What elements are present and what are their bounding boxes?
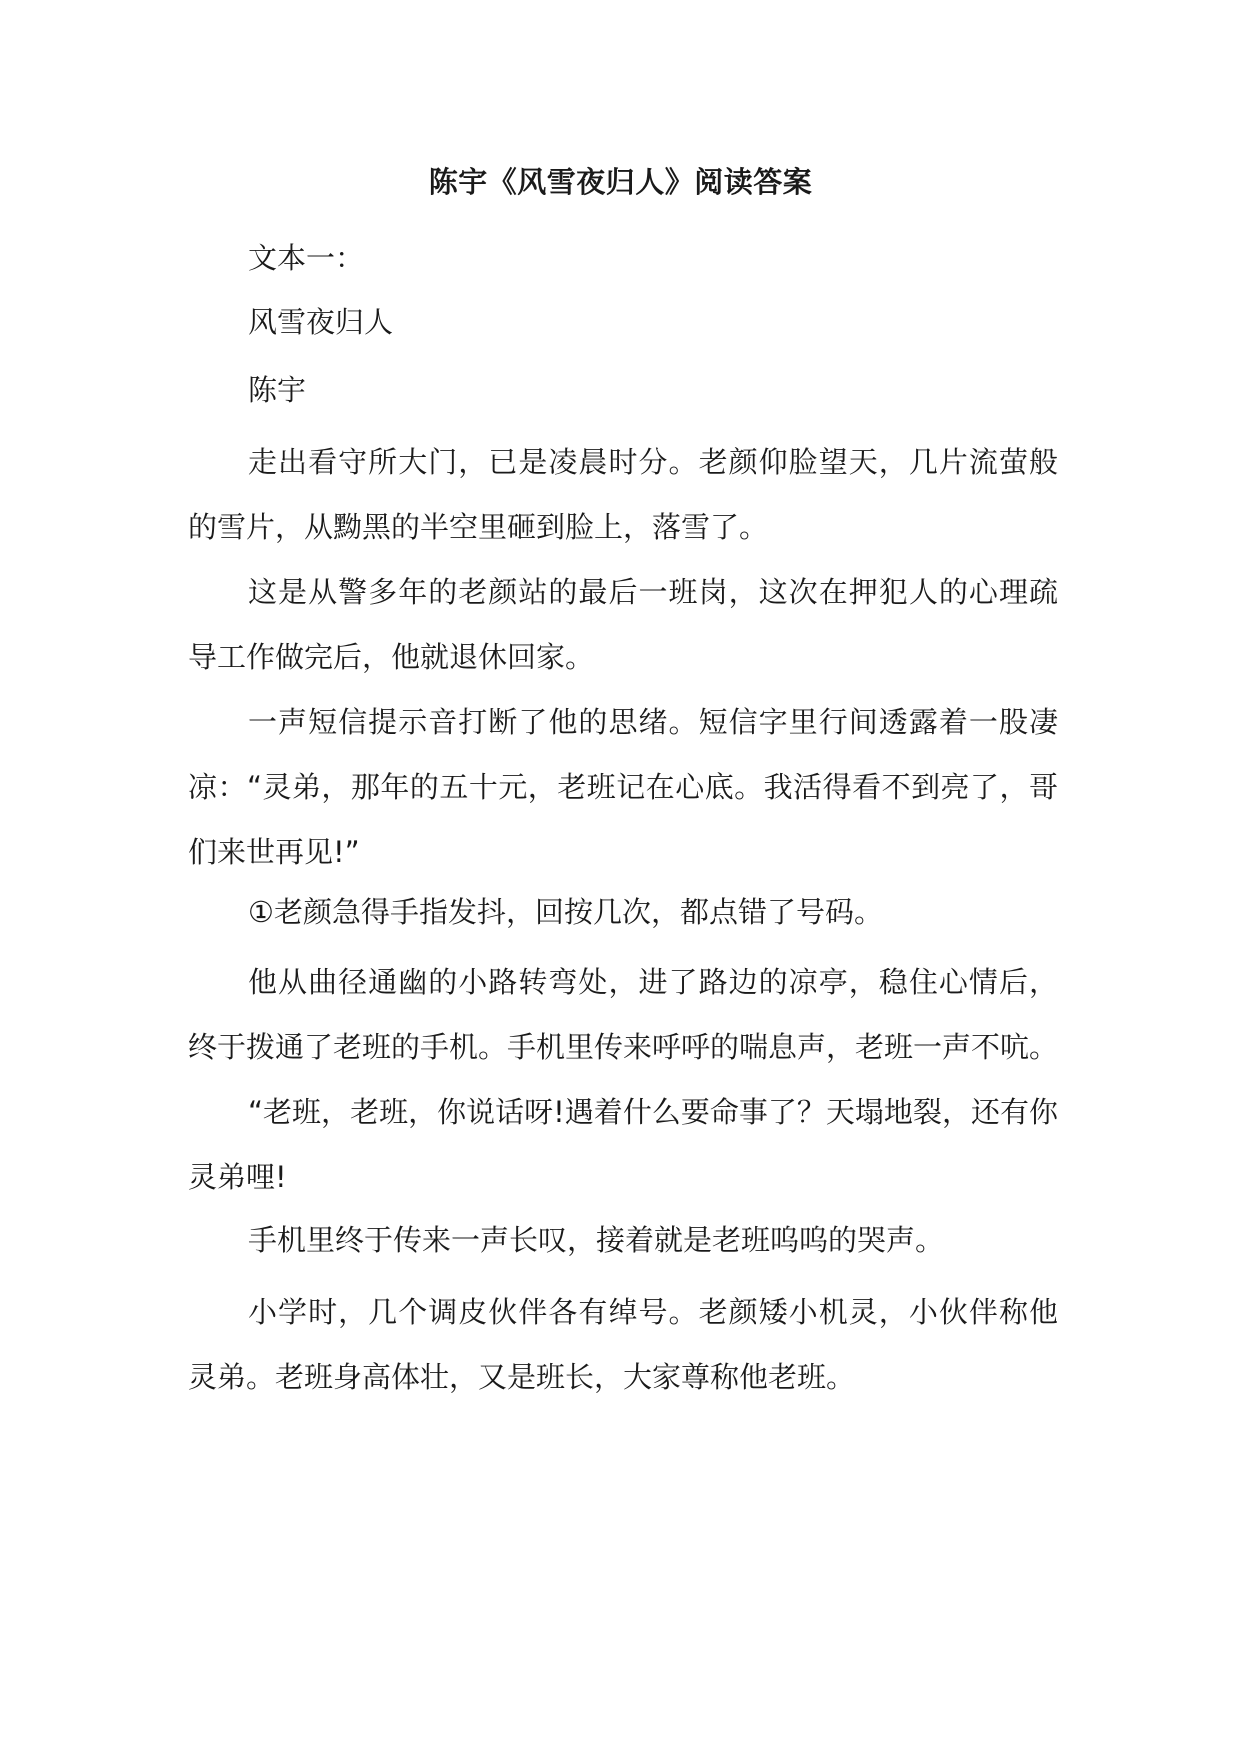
document-title: 陈宇《风雪夜归人》阅读答案: [428, 165, 813, 199]
paragraph-8: 小学时，几个调皮伙伴各有绰号。老颜矮小机灵，小伙伴称他灵弟。老班身高体壮，又是班长，大家尊称他老班。: [188, 1295, 1058, 1394]
paragraph-story-title: 风雪夜归人: [248, 305, 394, 339]
paragraph-author: 陈宇: [248, 373, 307, 407]
paragraph-4: ①老颜急得手指发抖，回按几次，都点错了号码。: [248, 895, 883, 929]
paragraph-3: 一声短信提示音打断了他的思绪。短信字里行间透露着一股凄凉：“灵弟，那年的五十元，老班记在心底。我活得看不到亮了，哥们来世再见!”: [188, 705, 1058, 869]
paragraph-1: 走出看守所大门，已是凌晨时分。老颜仰脸望天，几片流萤般的雪片，从黝黑的半空里砸到脸上，落雪了。: [188, 445, 1058, 544]
paragraph-7: 手机里终于传来一声长叹，接着就是老班呜呜的哭声。: [248, 1223, 945, 1257]
paragraph-2: 这是从警多年的老颜站的最后一班岗，这次在押犯人的心理疏导工作做完后，他就退休回家。: [188, 575, 1058, 674]
paragraph-5: 他从曲径通幽的小路转弯处，进了路边的凉亭，稳住心情后，终于拨通了老班的手机。手机里传来呼呼的喘息声，老班一声不吭。: [188, 965, 1059, 1064]
paragraph-text-label: 文本一：: [248, 241, 365, 275]
paragraph-6: “老班，老班，你说话呀!遇着什么要命事了？天塌地裂，还有你灵弟哩!: [188, 1095, 1058, 1194]
